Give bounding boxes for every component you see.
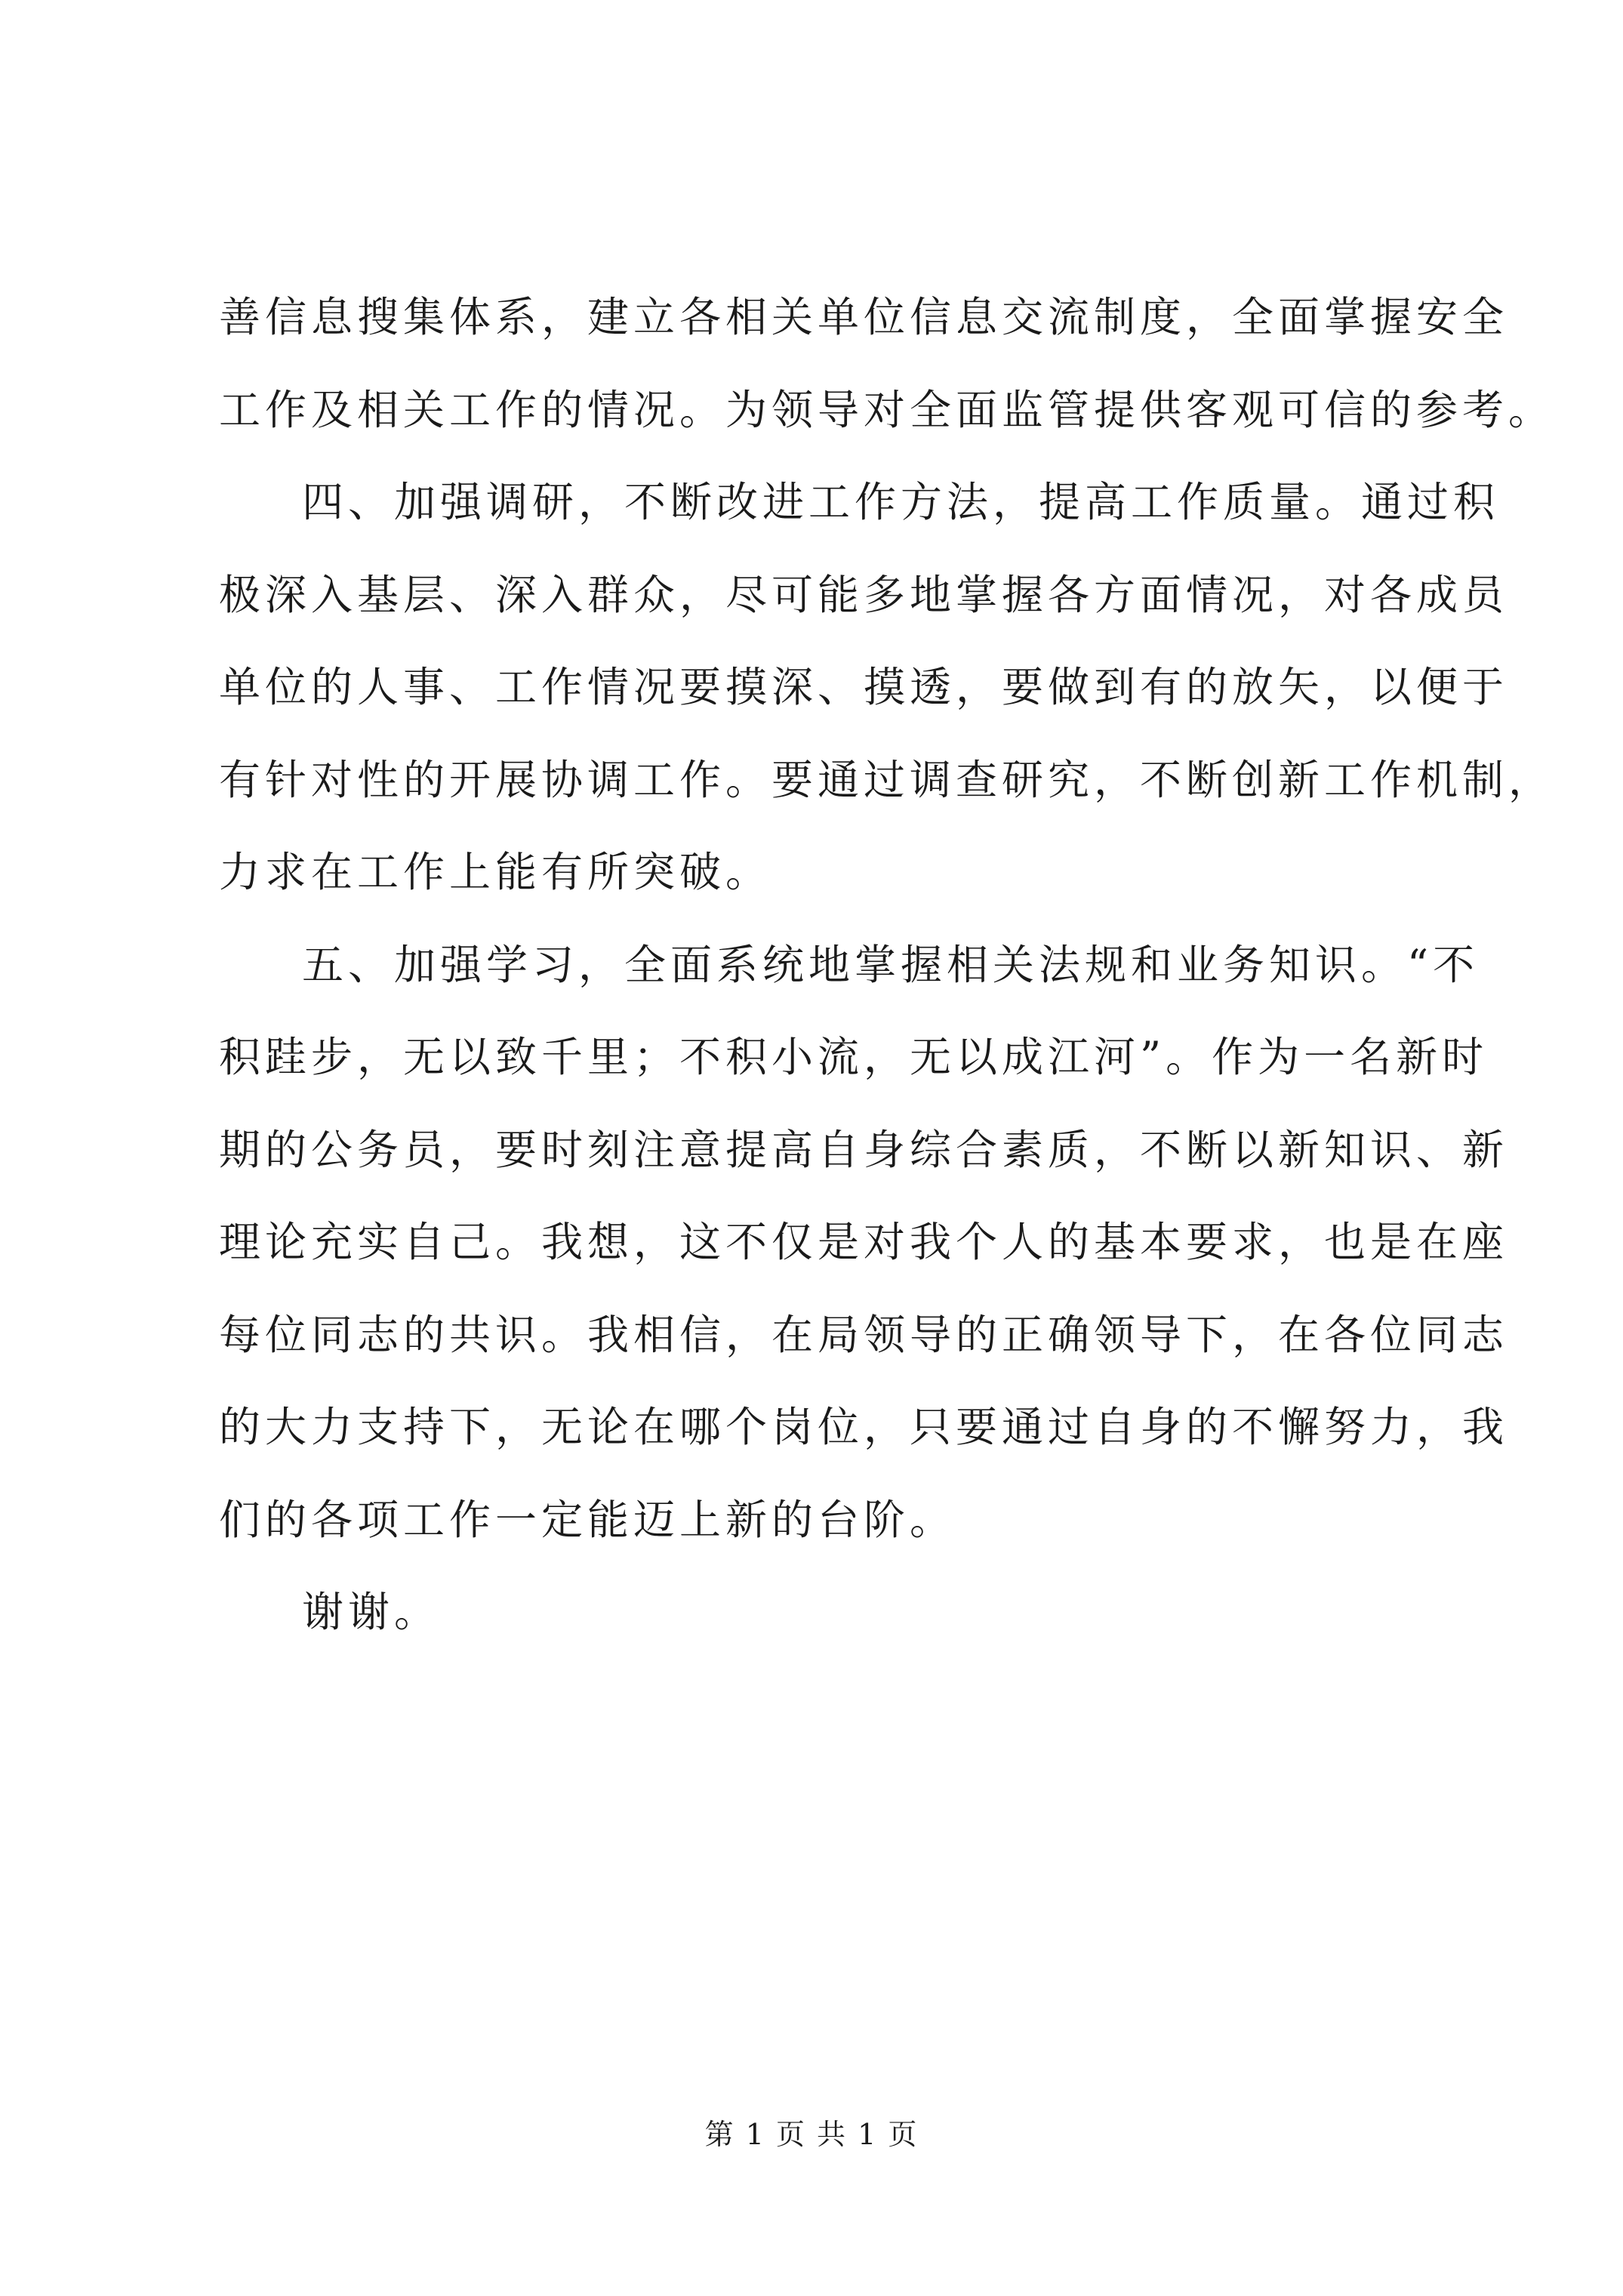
text-line: 善信息搜集体系，建立各相关单位信息交流制度，全面掌握安全 [219, 293, 1509, 341]
closing-thanks: 谢谢。 [302, 1588, 441, 1636]
text-line: 期的公务员，要时刻注意提高自身综合素质，不断以新知识、新 [219, 1126, 1509, 1174]
paragraph-4-first-line: 四、加强调研，不断改进工作方法，提高工作质量。通过积 [302, 478, 1500, 526]
text-line: 工作及相关工作的情况。为领导对全面监管提供客观可信的参考。 [219, 386, 1555, 434]
text-line: 理论充实自己。我想，这不仅是对我个人的基本要求，也是在座 [219, 1218, 1509, 1266]
text-line: 力求在工作上能有所突破。 [219, 848, 772, 896]
text-line: 极深入基层、深入群众，尽可能多地掌握各方面情况，对各成员 [219, 571, 1509, 619]
text-line: 单位的人事、工作情况要摸深、摸透，要做到有的放矢，以便于 [219, 663, 1509, 711]
text-line: 有针对性的开展协调工作。要通过调查研究，不断创新工作机制， [219, 756, 1555, 804]
text-line: 们的各项工作一定能迈上新的台阶。 [219, 1496, 956, 1544]
text-line: 积跬步，无以致千里；不积小流，无以成江河”。作为一名新时 [219, 1033, 1489, 1081]
page-number-footer: 第 1 页 共 1 页 [704, 2118, 919, 2151]
text-line: 的大力支持下，无论在哪个岗位，只要通过自身的不懈努力，我 [219, 1403, 1509, 1451]
paragraph-5-first-line: 五、加强学习，全面系统地掌握相关法规和业务知识。“不 [302, 941, 1480, 989]
text-line: 每位同志的共识。我相信，在局领导的正确领导下，在各位同志 [219, 1311, 1509, 1359]
